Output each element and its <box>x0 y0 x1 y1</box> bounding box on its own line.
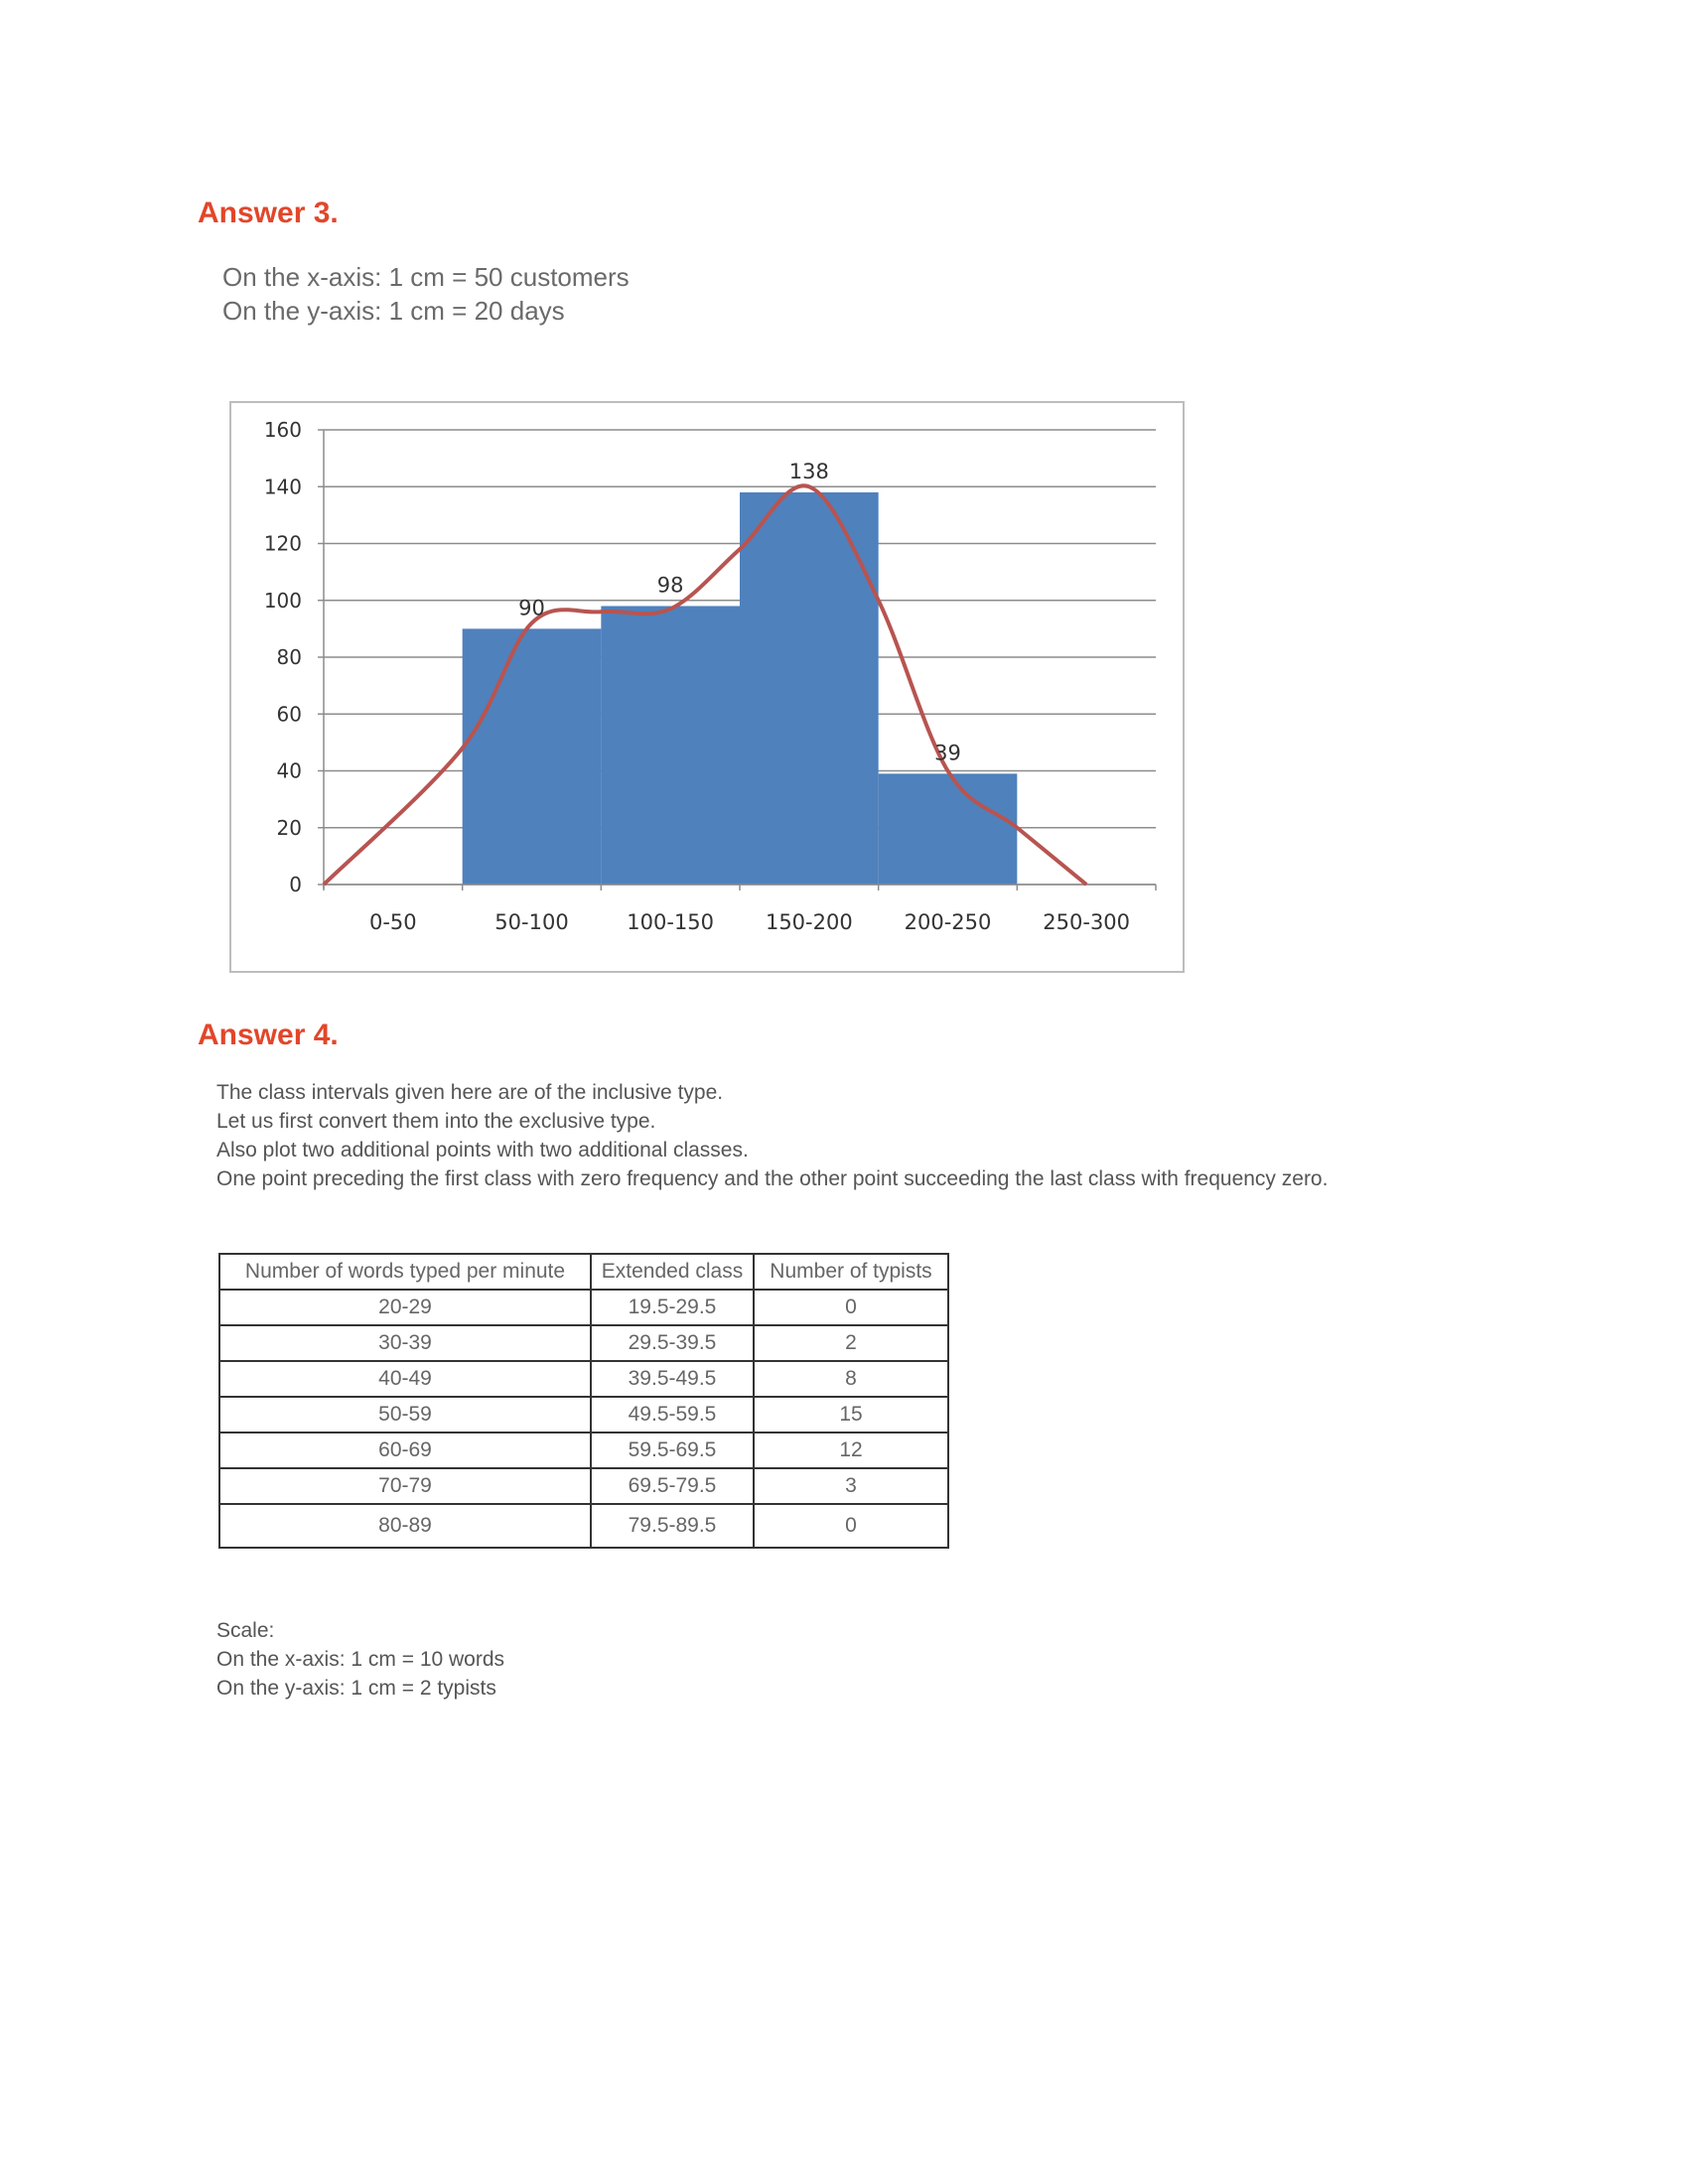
column-header: Number of words typed per minute <box>219 1254 591 1290</box>
y-axis-scale-text: On the y-axis: 1 cm = 2 typists <box>216 1677 496 1700</box>
table-row <box>219 1433 948 1468</box>
scale-title: Scale: <box>216 1619 275 1642</box>
answer-4-explanation <box>216 1078 1328 1193</box>
table-cell: 49.5-59.5 <box>591 1397 754 1433</box>
explanation-line: Also plot two additional points with two additional classes. <box>216 1139 749 1161</box>
histogram-chart <box>229 401 1185 973</box>
y-tick-label: 80 <box>276 645 302 669</box>
histogram-bar <box>740 492 879 885</box>
table-row <box>219 1504 948 1548</box>
table-row <box>219 1361 948 1397</box>
histogram-bar <box>879 773 1018 885</box>
y-tick-label: 60 <box>276 702 302 727</box>
explanation-line: One point preceding the first class with zero frequency and the other point succeeding the last class with frequency zero. <box>216 1167 1329 1190</box>
table-cell: 60-69 <box>219 1433 591 1468</box>
table-cell: 20-29 <box>219 1290 591 1325</box>
table-cell: 2 <box>754 1325 948 1361</box>
column-header: Extended class <box>591 1254 754 1290</box>
y-tick-label: 0 <box>289 873 302 896</box>
data-label: 90 <box>518 596 545 620</box>
table-cell: 30-39 <box>219 1325 591 1361</box>
explanation-line: Let us first convert them into the exclusive type. <box>216 1110 656 1133</box>
data-label: 138 <box>788 459 829 483</box>
typists-table <box>218 1253 949 1549</box>
table-row <box>219 1468 948 1504</box>
table-cell: 80-89 <box>219 1504 591 1548</box>
table-row <box>219 1290 948 1325</box>
table-cell: 8 <box>754 1361 948 1397</box>
y-tick-label: 20 <box>276 815 302 840</box>
table-cell: 39.5-49.5 <box>591 1361 754 1397</box>
column-header: Number of typists <box>754 1254 948 1290</box>
y-axis-scale-text: On the y-axis: 1 cm = 20 days <box>222 296 565 326</box>
table-header-row <box>219 1254 948 1290</box>
y-tick-label: 120 <box>263 531 302 556</box>
table-cell: 0 <box>754 1290 948 1325</box>
answer-4-heading: Answer 4. <box>198 1019 339 1051</box>
y-tick-label: 160 <box>263 418 302 442</box>
histogram-bar <box>463 628 602 885</box>
y-tick-label: 40 <box>276 758 302 783</box>
table-cell: 69.5-79.5 <box>591 1468 754 1504</box>
table-cell: 29.5-39.5 <box>591 1325 754 1361</box>
table-cell: 59.5-69.5 <box>591 1433 754 1468</box>
answer-3-heading: Answer 3. <box>198 197 339 229</box>
x-tick-label: 50-100 <box>494 910 569 934</box>
data-label: 98 <box>656 573 684 598</box>
table-cell: 79.5-89.5 <box>591 1504 754 1548</box>
y-tick-label: 100 <box>263 588 302 613</box>
table-cell: 15 <box>754 1397 948 1433</box>
y-tick-label: 140 <box>263 475 302 499</box>
x-tick-label: 0-50 <box>368 910 417 934</box>
table-row <box>219 1325 948 1361</box>
answer-3-scale <box>222 260 630 328</box>
x-axis-scale-text: On the x-axis: 1 cm = 10 words <box>216 1648 505 1671</box>
x-axis-scale-text: On the x-axis: 1 cm = 50 customers <box>222 262 630 292</box>
answer-4-scale <box>216 1616 504 1703</box>
histogram-bar <box>601 606 740 885</box>
table-cell: 12 <box>754 1433 948 1468</box>
x-tick-label: 150-200 <box>765 910 853 934</box>
x-tick-label: 100-150 <box>627 910 715 934</box>
table-cell: 70-79 <box>219 1468 591 1504</box>
histogram-svg <box>231 403 1187 975</box>
table-cell: 19.5-29.5 <box>591 1290 754 1325</box>
table-cell: 0 <box>754 1504 948 1548</box>
explanation-line: The class intervals given here are of the inclusive type. <box>216 1081 724 1104</box>
x-tick-label: 200-250 <box>904 910 992 934</box>
data-label: 39 <box>934 741 961 765</box>
x-tick-label: 250-300 <box>1043 910 1131 934</box>
table-cell: 40-49 <box>219 1361 591 1397</box>
table-row <box>219 1397 948 1433</box>
table-cell: 3 <box>754 1468 948 1504</box>
table-cell: 50-59 <box>219 1397 591 1433</box>
